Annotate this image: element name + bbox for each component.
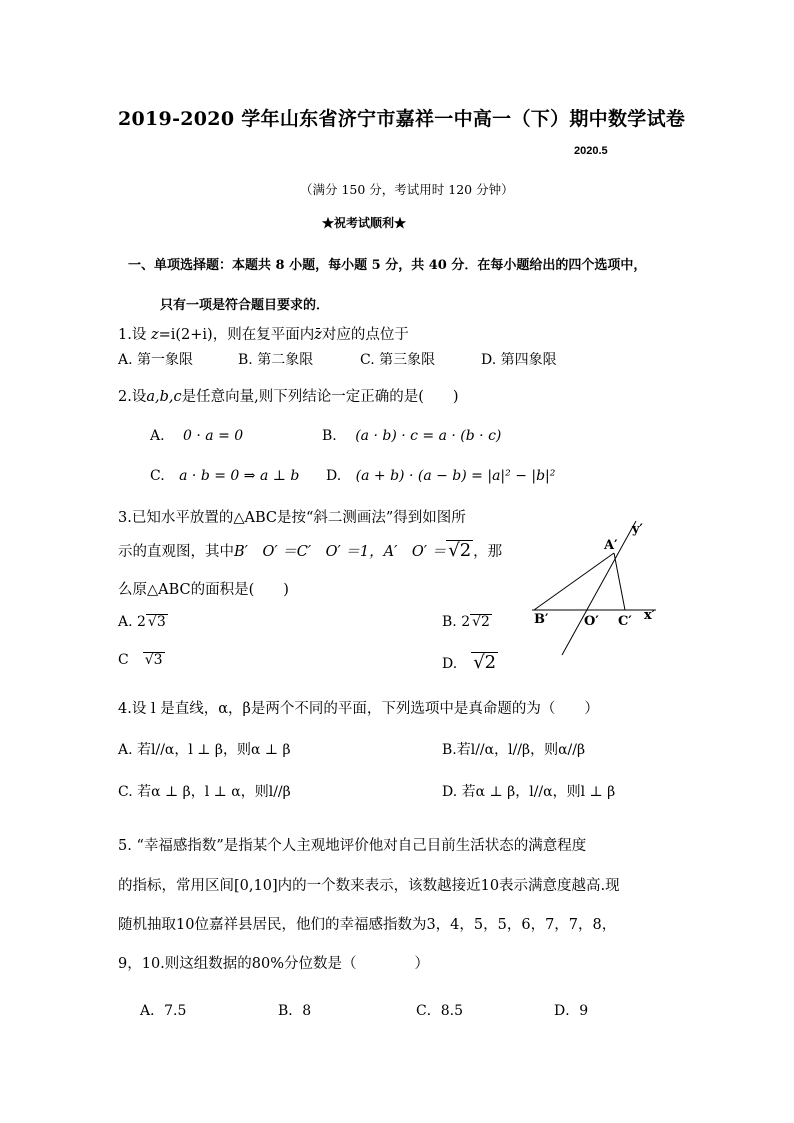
blessing-text: ★祝考试顺利★ — [322, 216, 407, 230]
question-3-line3: 么原△ABC的面积是( ) — [118, 582, 289, 598]
q2-option-b-formula: (a · b) · c = a · (b · c) — [355, 428, 502, 444]
q2-option-c-label: C. — [150, 468, 165, 484]
q3-oblique-figure — [528, 515, 663, 675]
q2-option-c-formula: a · b = 0 ⇒ a ⊥ b — [179, 468, 300, 484]
q3-sqrt-2: √2 — [448, 540, 472, 561]
q3-option-b-label: B. 2 — [442, 614, 471, 630]
q2-option-c — [150, 468, 299, 484]
q5-option-c: C．8.5 — [416, 1003, 463, 1019]
q3-line2-prefix: 示的直观图，其中 — [118, 544, 234, 560]
label-a-prime: A′ — [604, 538, 618, 553]
q3-option-c-sqrt: √3 — [144, 652, 163, 668]
question-5-line2: 的指标，常用区间[0,10]内的一个数来表示，该数越接近10表示满意度越高.现 — [118, 878, 620, 894]
q2-option-b — [322, 428, 501, 444]
q1-stem-suffix: 对应的点位于 — [321, 327, 409, 343]
q1-stem-prefix: 1.设 — [118, 327, 151, 343]
triangle-side-ba — [534, 553, 614, 610]
section-heading-line2: 只有一项是符合题目要求的． — [160, 298, 330, 313]
q4-option-d: D. 若α ⊥ β，l//α，则l ⊥ β — [442, 784, 616, 800]
q3-option-a-sqrt: √3 — [147, 614, 166, 630]
label-y-prime: y′ — [632, 522, 643, 537]
q3-option-c-label: C — [118, 652, 129, 668]
q3-sqrt-2-value: 2 — [459, 540, 472, 561]
q2-option-a-label: A. — [150, 428, 165, 444]
q3-option-d-sqrt: √2 — [473, 652, 497, 673]
q3-option-c-sqrt-value: 3 — [153, 652, 163, 668]
y-axis-line — [562, 521, 636, 655]
label-c-prime: C′ — [618, 614, 632, 629]
label-x-prime: x′ — [644, 608, 656, 623]
page-title: 2019-2020 学年山东省济宁市嘉祥一中高一（下）期中数学试卷 — [118, 108, 686, 130]
q1-option-b: B. 第二象限 — [238, 352, 314, 368]
q5-option-b: B．8 — [278, 1003, 312, 1019]
q5-option-d: D．9 — [554, 1003, 589, 1019]
q3-line2-suffix: ，那 — [473, 544, 503, 560]
q2-option-d — [326, 468, 555, 484]
label-b-prime: B′ — [534, 612, 549, 627]
q2-stem-prefix: 2.设 — [118, 389, 147, 405]
question-5-line1: 5. “幸福感指数”是指某个人主观地评价他对自己目前生活状态的满意程度 — [118, 838, 587, 854]
q1-stem-mid: =i(2+i)，则在复平面内 — [158, 327, 315, 343]
triangle-side-ac — [614, 553, 625, 610]
q3-option-d-label: D. — [442, 656, 458, 672]
q1-zbar: z — [314, 327, 322, 343]
q3-option-b-sqrt-value: 2 — [481, 614, 490, 630]
q2-option-a-formula: 0 · a = 0 — [183, 428, 244, 444]
exam-date: 2020.5 — [574, 145, 608, 157]
q1-option-d: D. 第四象限 — [481, 352, 557, 368]
question-5-line4: 9，10.则这组数据的80%分位数是（ ） — [118, 956, 430, 972]
q3-option-a-sqrt-value: 3 — [156, 614, 166, 630]
question-4-stem: 4.设 l 是直线，α，β是两个不同的平面，下列选项中是真命题的为（ ） — [118, 701, 599, 717]
q3-option-a-label: A. 2 — [118, 614, 146, 630]
label-o-prime: O′ — [584, 614, 599, 629]
q4-option-a: A. 若l//α，l ⊥ β，则α ⊥ β — [118, 742, 291, 758]
q1-option-a: A. 第一象限 — [118, 352, 194, 368]
q2-option-d-formula: (a + b) · (a − b) = |a|² − |b|² — [355, 468, 556, 484]
question-5-line3: 随机抽取10位嘉祥县居民，他们的幸福感指数为3，4，5，5，6，7，7，8， — [118, 917, 617, 933]
q2-stem-suffix: 是任意向量,则下列结论一定正确的是( ) — [181, 389, 459, 405]
q2-option-a — [150, 428, 243, 444]
q2-option-d-label: D. — [326, 468, 342, 484]
section-heading-line1: 一、单项选择题：本题共 8 小题，每小题 5 分，共 40 分．在每小题给出的四个选项中， — [128, 258, 647, 273]
question-3-line2 — [118, 540, 502, 561]
question-1-stem — [118, 323, 409, 344]
question-3-line1: 3.已知水平放置的△ABC是按“斜二测画法”得到如图所 — [118, 510, 466, 526]
question-2-stem — [118, 385, 459, 406]
q3-option-d-sqrt-value: 2 — [484, 652, 497, 673]
q3-option-d — [442, 652, 498, 673]
q3-line2-mid: B′ O′ ＝C′ O′ ＝1，A′ O′ ＝ — [234, 544, 447, 560]
q5-option-a: A．7.5 — [140, 1003, 187, 1019]
q2-vectors: a,b,c — [146, 389, 182, 405]
q1-z-var: z — [150, 327, 159, 343]
q2-option-b-label: B. — [322, 428, 337, 444]
q3-option-c — [118, 652, 165, 668]
exam-info: （满分 150 分，考试用时 120 分钟） — [300, 182, 514, 197]
q3-option-b — [442, 614, 492, 630]
q4-option-c: C. 若α ⊥ β，l ⊥ α，则l//β — [118, 784, 291, 800]
q1-option-c: C. 第三象限 — [360, 352, 436, 368]
q3-option-a — [118, 614, 168, 630]
q3-option-b-sqrt: √2 — [472, 614, 490, 630]
q4-option-b: B.若l//α，l//β，则α//β — [442, 742, 586, 758]
